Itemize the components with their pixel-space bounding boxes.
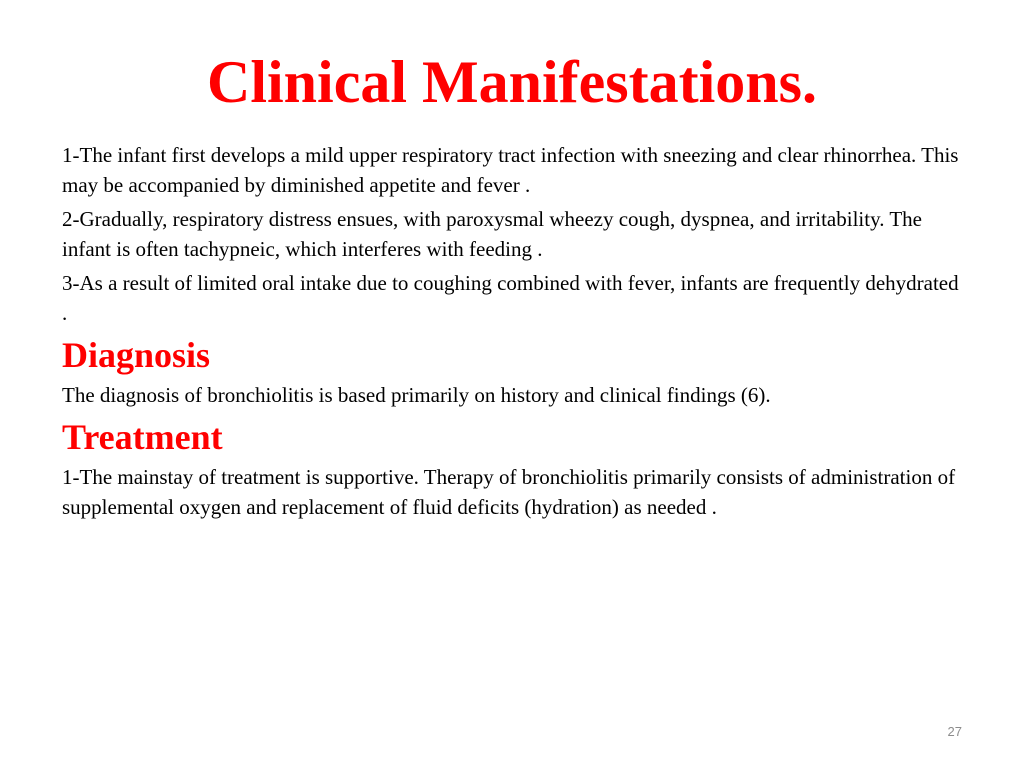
treatment-text: 1-The mainstay of treatment is supportive. Therapy of bronchiolitis primarily consists of administration of supplemental oxygen and replacement of fluid deficits (hydration) as needed .	[62, 465, 956, 519]
manifestation-item-1: 1-The infant first develops a mild upper respiratory tract infection with sneezing and clear rhinorrhea. This may be accompanied by diminished appetite and fever .	[62, 143, 959, 197]
diagnosis-heading: Diagnosis	[62, 335, 211, 375]
manifestation-item-3: 3-As a result of limited oral intake due to coughing combined with fever, infants are frequently dehydrated .	[62, 271, 959, 325]
treatment-heading: Treatment	[62, 417, 223, 457]
diagnosis-text: The diagnosis of bronchiolitis is based primarily on history and clinical findings (6).	[62, 383, 771, 407]
slide-content	[62, 140, 962, 526]
slide-title: Clinical Manifestations.	[207, 49, 817, 115]
page-number: 27	[947, 724, 962, 739]
manifestation-item-2: 2-Gradually, respiratory distress ensues, with paroxysmal wheezy cough, dyspnea, and irritability. The infant is often tachypneic, which interferes with feeding .	[62, 207, 922, 261]
